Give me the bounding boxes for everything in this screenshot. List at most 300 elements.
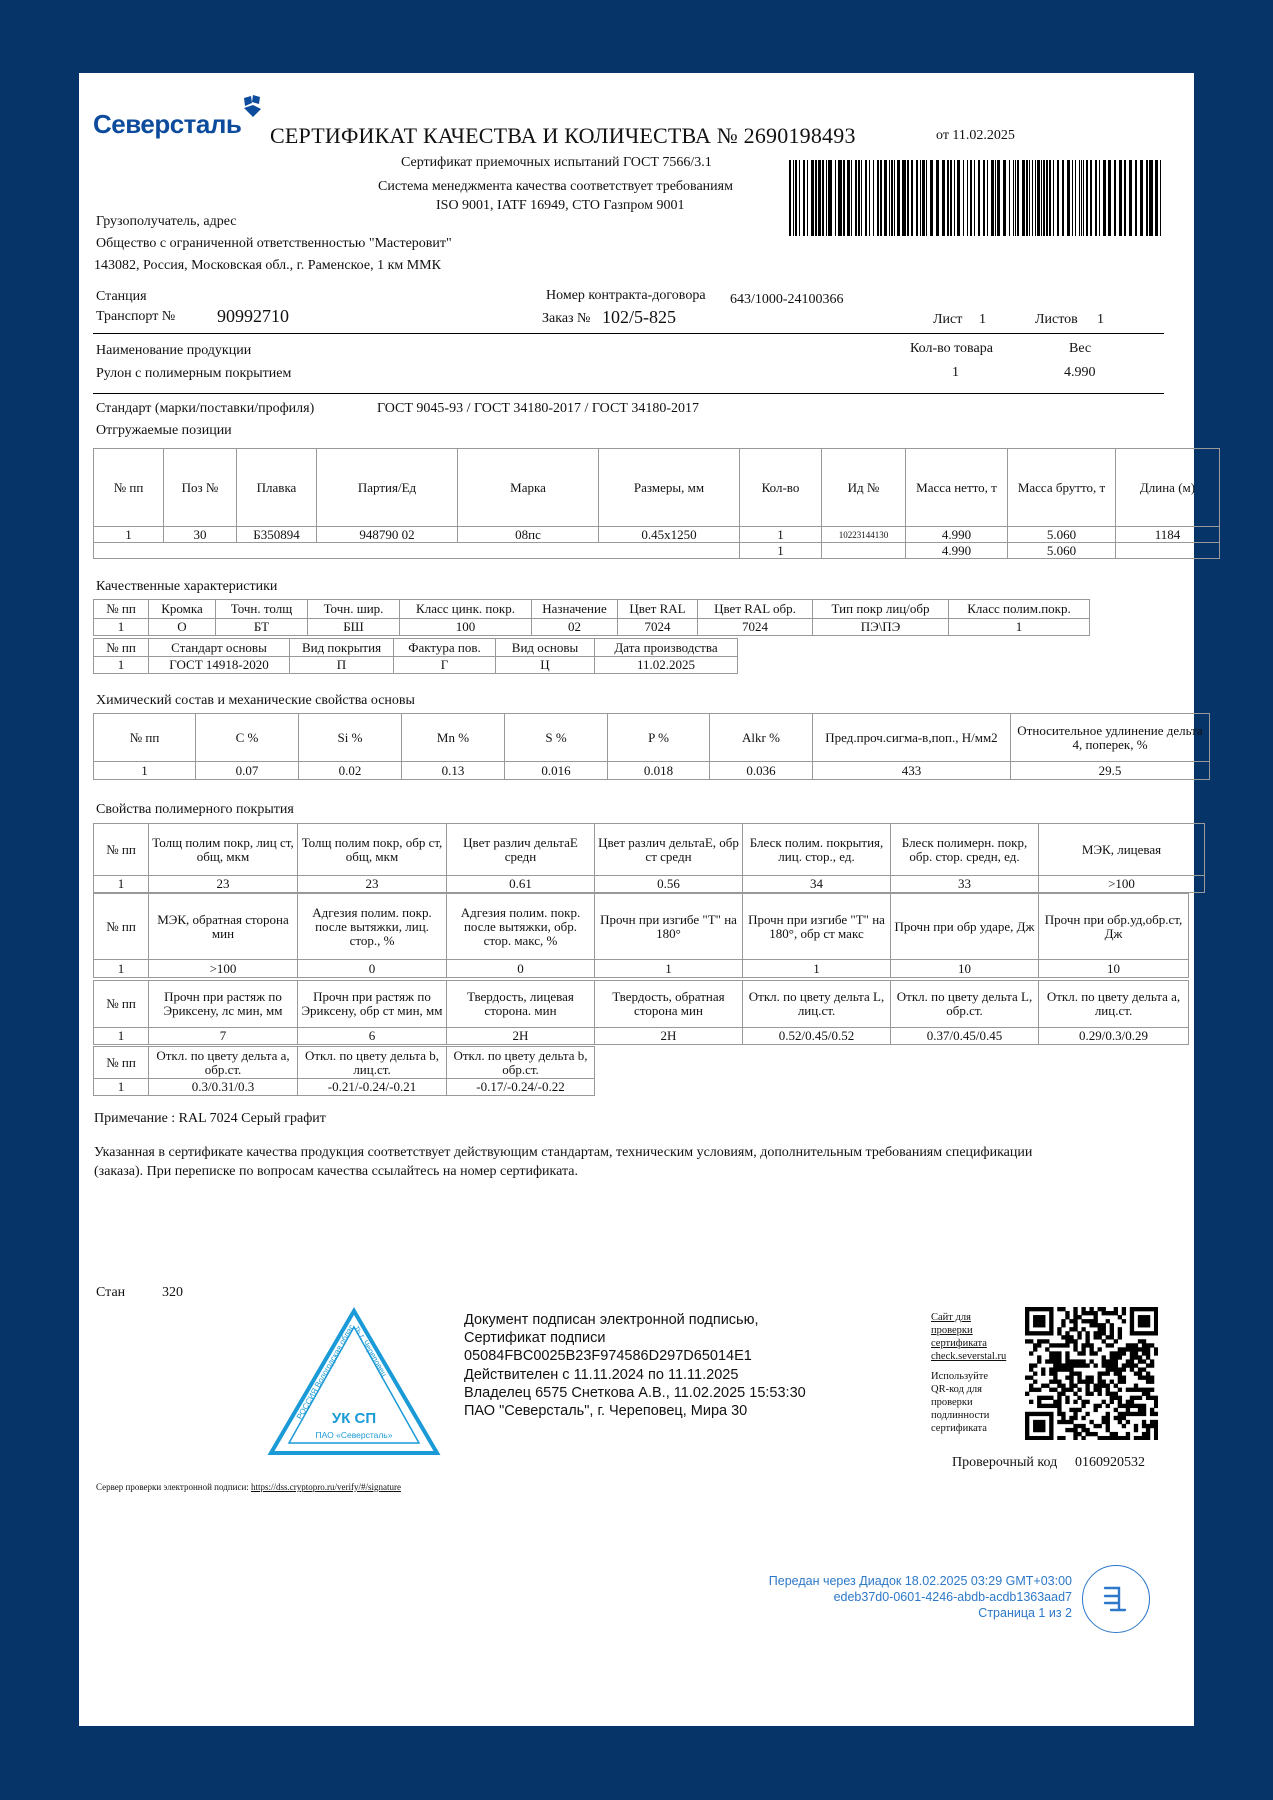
qr-module — [1150, 1363, 1154, 1367]
check-site-line-1[interactable]: Сайт для — [931, 1312, 971, 1323]
qr-module — [1110, 1331, 1114, 1335]
qr-module — [1085, 1343, 1089, 1347]
qr-module — [1081, 1311, 1085, 1315]
qr-module — [1057, 1351, 1061, 1355]
coating-header-3-cell: Прочн при растяж по Эриксену, лс мин, мм — [149, 981, 298, 1028]
positions-data-cell: 0.45x1250 — [599, 527, 740, 543]
qr-module — [1094, 1384, 1098, 1388]
qr-module — [1110, 1367, 1114, 1371]
chemistry-header-cell: S % — [505, 714, 608, 762]
chemistry-header-row — [94, 714, 1210, 762]
barcode-image — [789, 160, 1163, 236]
coating-header-2-cell: Прочн при обр ударе, Дж — [891, 894, 1039, 960]
coating-header-1-cell: МЭК, лицевая — [1039, 824, 1205, 876]
qr-module — [1085, 1335, 1089, 1339]
barcode-bar — [897, 160, 900, 236]
check-site-line-2[interactable]: проверки — [931, 1325, 973, 1336]
consignee-name: Общество с ограниченной ответственностью "Мастеровит" — [96, 236, 452, 251]
barcode-bar — [799, 160, 800, 236]
qr-module — [1041, 1396, 1045, 1400]
qr-finder-module — [1134, 1331, 1138, 1335]
qr-module — [1126, 1408, 1130, 1412]
barcode-bar — [920, 160, 921, 236]
qr-module — [1085, 1376, 1089, 1380]
qr-module — [1085, 1311, 1089, 1315]
qr-module — [1146, 1436, 1150, 1440]
coating-data-2-cell: 0 — [298, 960, 447, 978]
qr-module — [1037, 1343, 1041, 1347]
qr-module — [1069, 1376, 1073, 1380]
qr-module — [1106, 1416, 1110, 1420]
qr-finder-module — [1025, 1420, 1029, 1424]
qr-module — [1065, 1388, 1069, 1392]
qr-finder-module — [1138, 1323, 1142, 1327]
qr-module — [1073, 1416, 1077, 1420]
qr-module — [1094, 1311, 1098, 1315]
qr-module — [1114, 1371, 1118, 1375]
qr-module — [1118, 1327, 1122, 1331]
qr-module — [1049, 1371, 1053, 1375]
qr-module — [1154, 1412, 1158, 1416]
coating-data-2-cell: 1 — [743, 960, 891, 978]
standard-label: Стандарт (марки/поставки/профиля) — [96, 401, 315, 416]
sheets-number: 1 — [1097, 312, 1104, 327]
order-label: Заказ № — [542, 311, 591, 326]
qr-module — [1102, 1384, 1106, 1388]
qr-module — [1057, 1359, 1061, 1363]
qr-finder-module — [1025, 1424, 1029, 1428]
qr-module — [1061, 1384, 1065, 1388]
qr-module — [1102, 1311, 1106, 1315]
qr-module — [1069, 1339, 1073, 1343]
qr-module — [1029, 1384, 1033, 1388]
positions-totals-cell: 5.060 — [1008, 543, 1116, 559]
qr-module — [1102, 1380, 1106, 1384]
coating-header-2-cell: Адгезия полим. покр. после вытяжки, обр. стор. макс, % — [447, 894, 595, 960]
positions-header-cell: Масса нетто, т — [906, 449, 1008, 527]
contract-number: 643/1000-24100366 — [730, 292, 844, 307]
qr-module — [1037, 1359, 1041, 1363]
qr-finder-module — [1041, 1420, 1045, 1424]
chemistry-header-cell: C % — [196, 714, 299, 762]
qr-module — [1069, 1416, 1073, 1420]
qr-module — [1146, 1343, 1150, 1347]
barcode-bar — [795, 160, 797, 236]
qr-module — [1085, 1432, 1089, 1436]
positions-data-cell: 4.990 — [906, 527, 1008, 543]
qr-module — [1146, 1380, 1150, 1384]
qr-module — [1081, 1424, 1085, 1428]
qr-hint-line-2: QR-код для — [931, 1384, 982, 1395]
qr-module — [1049, 1343, 1053, 1347]
qr-module — [1081, 1359, 1085, 1363]
coating-header-1-cell: Толщ полим покр, обр ст, общ, мкм — [298, 824, 447, 876]
quality-header-cell: Тип покр лиц/обр — [813, 600, 949, 619]
barcode-bar — [907, 160, 909, 236]
qr-module — [1118, 1436, 1122, 1440]
barcode-bar — [970, 160, 972, 236]
qr-finder-module — [1130, 1307, 1134, 1311]
qr-module — [1150, 1359, 1154, 1363]
check-site-link[interactable]: check.severstal.ru — [931, 1351, 1007, 1362]
qr-finder-module — [1045, 1331, 1049, 1335]
qr-module — [1094, 1319, 1098, 1323]
coating-data-3-cell: 7 — [149, 1028, 298, 1045]
qr-module — [1106, 1371, 1110, 1375]
qr-module — [1110, 1380, 1114, 1384]
quality-header-cell: Класс цинк. покр. — [400, 600, 532, 619]
quality-data-cell: 1 — [949, 619, 1090, 636]
qr-module — [1089, 1420, 1093, 1424]
qr-module — [1085, 1380, 1089, 1384]
qr-module — [1073, 1432, 1077, 1436]
qr-module — [1085, 1388, 1089, 1392]
qr-finder-module — [1049, 1412, 1053, 1416]
qr-module — [1053, 1371, 1057, 1375]
qr-module — [1154, 1428, 1158, 1432]
qr-finder-module — [1037, 1428, 1041, 1432]
barcode-bar — [991, 160, 994, 236]
qr-module — [1081, 1351, 1085, 1355]
product-weight-label: Вес — [1069, 341, 1092, 356]
qr-module — [1057, 1412, 1061, 1416]
chemistry-data-cell: 0.07 — [196, 762, 299, 780]
qr-module — [1146, 1424, 1150, 1428]
qr-module — [1122, 1367, 1126, 1371]
transport-label: Транспорт № — [96, 309, 176, 324]
qr-module — [1073, 1384, 1077, 1388]
positions-header-row — [94, 449, 1220, 527]
qr-module — [1118, 1400, 1122, 1404]
qr-module — [1114, 1392, 1118, 1396]
barcode-bar — [835, 160, 836, 236]
qr-module — [1114, 1436, 1118, 1440]
qr-module — [1057, 1392, 1061, 1396]
qr-module — [1102, 1420, 1106, 1424]
qr-finder-module — [1154, 1323, 1158, 1327]
coating-header-3-cell: Откл. по цвету дельта L, лиц.ст. — [743, 981, 891, 1028]
qr-module — [1081, 1319, 1085, 1323]
coating-data-4-cell: -0.21/-0.24/-0.21 — [298, 1079, 447, 1096]
qr-module — [1122, 1307, 1126, 1311]
qr-module — [1130, 1396, 1134, 1400]
barcode-bar — [974, 160, 975, 236]
qr-module — [1069, 1371, 1073, 1375]
qr-finder-module — [1025, 1323, 1029, 1327]
qr-module — [1033, 1388, 1037, 1392]
qr-finder-module — [1033, 1420, 1037, 1424]
qr-module — [1142, 1339, 1146, 1343]
qr-module — [1118, 1351, 1122, 1355]
positions-data-cell: Б350894 — [237, 527, 317, 543]
qr-module — [1089, 1343, 1093, 1347]
qr-module — [1057, 1380, 1061, 1384]
barcode-bar — [1032, 160, 1033, 236]
qr-module — [1130, 1355, 1134, 1359]
check-code: 0160920532 — [1075, 1455, 1145, 1470]
coating-data-3-cell: 2Н — [595, 1028, 743, 1045]
positions-header-cell: Партия/Ед — [317, 449, 458, 527]
consignee-address: 143082, Россия, Московская обл., г. Раменское, 1 км ММК — [94, 258, 441, 273]
qr-module — [1154, 1347, 1158, 1351]
diadoc-icon — [1083, 1566, 1149, 1632]
qr-module — [1089, 1359, 1093, 1363]
qr-finder-module — [1130, 1327, 1134, 1331]
qr-module — [1029, 1367, 1033, 1371]
coating-data-row-4 — [94, 1079, 595, 1096]
check-site-line-3[interactable]: сертификата — [931, 1338, 987, 1349]
qr-module — [1069, 1335, 1073, 1339]
qr-finder-module — [1025, 1432, 1029, 1436]
qr-module — [1073, 1359, 1077, 1363]
qr-module — [1150, 1412, 1154, 1416]
qr-module — [1126, 1347, 1130, 1351]
qr-module — [1122, 1319, 1126, 1323]
qr-module — [1098, 1388, 1102, 1392]
qr-module — [1045, 1339, 1049, 1343]
positions-totals-cell — [822, 543, 906, 559]
signature-line-4: Действителен с 11.11.2024 по 11.11.2025 — [464, 1366, 739, 1383]
qr-module — [1033, 1363, 1037, 1367]
chemistry-header-cell: Alkr % — [710, 714, 813, 762]
coating-header-4-cell: Откл. по цвету дельта а, обр.ст. — [149, 1047, 298, 1079]
qr-module — [1029, 1339, 1033, 1343]
qr-finder-module — [1049, 1311, 1053, 1315]
coating-header-3-cell: Откл. по цвету дельта а, лиц.ст. — [1039, 981, 1189, 1028]
positions-header-cell: Ид № — [822, 449, 906, 527]
barcode-bar — [1046, 160, 1048, 236]
qr-module — [1077, 1432, 1081, 1436]
qr-finder-module — [1037, 1412, 1041, 1416]
qr-finder-module — [1041, 1428, 1045, 1432]
qr-module — [1110, 1400, 1114, 1404]
qr-module — [1081, 1327, 1085, 1331]
qr-finder-module — [1041, 1319, 1045, 1323]
qr-module — [1045, 1359, 1049, 1363]
quality-data-cell: ПЭ\ПЭ — [813, 619, 949, 636]
qr-module — [1041, 1367, 1045, 1371]
qr-finder-module — [1150, 1331, 1154, 1335]
qr-module — [1146, 1371, 1150, 1375]
qr-module — [1114, 1416, 1118, 1420]
qr-module — [1069, 1384, 1073, 1388]
note: Примечание : RAL 7024 Серый графит — [94, 1111, 326, 1126]
coating-header-2-cell: Адгезия полим. покр. после вытяжки, лиц. стор., % — [298, 894, 447, 960]
positions-header-cell: Поз № — [164, 449, 237, 527]
qr-code-image[interactable] — [1025, 1307, 1158, 1440]
chemistry-header-cell: Относительное удлинение дельта 4, поперек, % — [1011, 714, 1210, 762]
qr-module — [1102, 1355, 1106, 1359]
statement-line-1: Указанная в сертификате качества продукция соответствует действующим стандартам, техническим условиям, дополнительным требованиям спецификации — [94, 1145, 1033, 1160]
qr-module — [1037, 1388, 1041, 1392]
qr-module — [1029, 1400, 1033, 1404]
qr-module — [1057, 1331, 1061, 1335]
qr-module — [1106, 1311, 1110, 1315]
coating-header-1-cell: Блеск полимерн. покр, обр. стор. средн, ед. — [891, 824, 1039, 876]
barcode-bar — [826, 160, 827, 236]
qr-module — [1114, 1367, 1118, 1371]
qr-module — [1142, 1388, 1146, 1392]
qr-module — [1094, 1408, 1098, 1412]
contract-label: Номер контракта-договора — [546, 288, 706, 303]
qr-module — [1073, 1424, 1077, 1428]
qr-finder-module — [1025, 1319, 1029, 1323]
qr-module — [1077, 1424, 1081, 1428]
qr-module — [1045, 1404, 1049, 1408]
qr-finder-module — [1041, 1436, 1045, 1440]
qr-finder-module — [1037, 1307, 1041, 1311]
qr-finder-module — [1154, 1307, 1158, 1311]
chemistry-data-cell: 0.02 — [299, 762, 402, 780]
qr-module — [1102, 1327, 1106, 1331]
qr-module — [1134, 1412, 1138, 1416]
quality-header-cell: Точн. шир. — [308, 600, 400, 619]
barcode-bar — [1083, 160, 1084, 236]
qr-module — [1146, 1392, 1150, 1396]
coating-header-3-cell: № пп — [94, 981, 149, 1028]
barcode-bar — [880, 160, 882, 236]
qr-module — [1057, 1420, 1061, 1424]
qr-finder-module — [1134, 1307, 1138, 1311]
qr-module — [1142, 1436, 1146, 1440]
qr-module — [1110, 1436, 1114, 1440]
qr-module — [1049, 1380, 1053, 1384]
qr-module — [1065, 1351, 1069, 1355]
qr-finder-module — [1029, 1331, 1033, 1335]
qr-module — [1061, 1335, 1065, 1339]
qr-finder-module — [1154, 1331, 1158, 1335]
qr-module — [1085, 1331, 1089, 1335]
coating-data-1-cell: 1 — [94, 876, 149, 893]
qr-module — [1138, 1347, 1142, 1351]
qr-module — [1085, 1339, 1089, 1343]
qr-module — [1106, 1343, 1110, 1347]
coating-data-3-cell: 2Н — [447, 1028, 595, 1045]
qr-finder-module — [1025, 1311, 1029, 1315]
qr-finder-module — [1142, 1331, 1146, 1335]
qr-finder-module — [1049, 1428, 1053, 1432]
coating-header-row-4 — [94, 1047, 595, 1079]
diadoc-logo — [1082, 1565, 1150, 1633]
qr-module — [1106, 1319, 1110, 1323]
qr-module — [1033, 1343, 1037, 1347]
qr-finder-module — [1049, 1323, 1053, 1327]
coating-data-2-cell: 10 — [891, 960, 1039, 978]
coating-data-row-1 — [94, 876, 1205, 893]
barcode-bar — [894, 160, 895, 236]
qr-module — [1057, 1343, 1061, 1347]
qr-module — [1077, 1376, 1081, 1380]
coating-table-1 — [93, 823, 1205, 893]
qr-module — [1081, 1400, 1085, 1404]
product-qty: 1 — [952, 365, 959, 380]
qr-module — [1146, 1428, 1150, 1432]
barcode-bar — [858, 160, 860, 236]
qr-module — [1150, 1388, 1154, 1392]
qr-module — [1102, 1323, 1106, 1327]
qr-module — [1110, 1396, 1114, 1400]
barcode-bar — [1103, 160, 1106, 236]
coating-data-4-cell: -0.17/-0.24/-0.22 — [447, 1079, 595, 1096]
qr-module — [1045, 1396, 1049, 1400]
qr-module — [1094, 1331, 1098, 1335]
qr-finder-module — [1041, 1331, 1045, 1335]
barcode-bar — [1026, 160, 1028, 236]
qr-module — [1065, 1339, 1069, 1343]
qr-module — [1110, 1351, 1114, 1355]
qr-module — [1065, 1359, 1069, 1363]
qr-module — [1134, 1396, 1138, 1400]
qr-module — [1085, 1428, 1089, 1432]
qr-module — [1154, 1424, 1158, 1428]
qr-module — [1089, 1311, 1093, 1315]
barcode-bar — [1081, 160, 1082, 236]
qr-module — [1106, 1424, 1110, 1428]
barcode-bar — [978, 160, 980, 236]
qr-module — [1077, 1388, 1081, 1392]
coating-table-3 — [93, 980, 1189, 1045]
coating-header-1-cell: Блеск полим. покрытия, лиц. стор., ед. — [743, 824, 891, 876]
qr-module — [1138, 1339, 1142, 1343]
barcode-bar — [963, 160, 964, 236]
qr-module — [1110, 1359, 1114, 1363]
qr-module — [1094, 1335, 1098, 1339]
qr-finder-module — [1146, 1307, 1150, 1311]
barcode-bar — [1017, 160, 1019, 236]
qr-module — [1065, 1367, 1069, 1371]
coating-header-2-cell: № пп — [94, 894, 149, 960]
coating-data-1-cell: 0.61 — [447, 876, 595, 893]
qr-module — [1089, 1351, 1093, 1355]
coating-header-1-cell: Толщ полим покр, лиц ст, общ, мкм — [149, 824, 298, 876]
qr-module — [1122, 1416, 1126, 1420]
sheets-label: Листов — [1035, 312, 1078, 327]
qr-module — [1122, 1380, 1126, 1384]
quality-data-2-cell: Ц — [496, 657, 595, 674]
qr-module — [1130, 1367, 1134, 1371]
qr-finder-module — [1142, 1315, 1146, 1319]
qr-module — [1069, 1319, 1073, 1323]
qr-module — [1118, 1404, 1122, 1408]
positions-totals-cell: 1 — [740, 543, 822, 559]
qr-finder-module — [1049, 1327, 1053, 1331]
qr-module — [1081, 1380, 1085, 1384]
qr-module — [1073, 1428, 1077, 1432]
chemistry-data-cell: 0.036 — [710, 762, 813, 780]
qr-module — [1122, 1351, 1126, 1355]
coating-header-1-cell: № пп — [94, 824, 149, 876]
qr-module — [1057, 1436, 1061, 1440]
mill-label: Стан — [96, 1285, 126, 1300]
barcode-bar — [1022, 160, 1025, 236]
qr-module — [1065, 1343, 1069, 1347]
qr-module — [1154, 1351, 1158, 1355]
qr-module — [1150, 1396, 1154, 1400]
qr-finder-module — [1037, 1331, 1041, 1335]
server-link[interactable]: https://dss.cryptopro.ru/verify/#/signature — [251, 1482, 401, 1492]
qr-module — [1085, 1400, 1089, 1404]
qr-finder-module — [1029, 1412, 1033, 1416]
qr-module — [1037, 1355, 1041, 1359]
barcode-bar — [1057, 160, 1059, 236]
chemistry-header-cell: № пп — [94, 714, 196, 762]
qr-module — [1077, 1408, 1081, 1412]
barcode-bar — [1049, 160, 1051, 236]
qr-finder-module — [1138, 1319, 1142, 1323]
transport-number: 90992710 — [217, 306, 289, 326]
barcode-bar — [889, 160, 890, 236]
qr-module — [1077, 1331, 1081, 1335]
